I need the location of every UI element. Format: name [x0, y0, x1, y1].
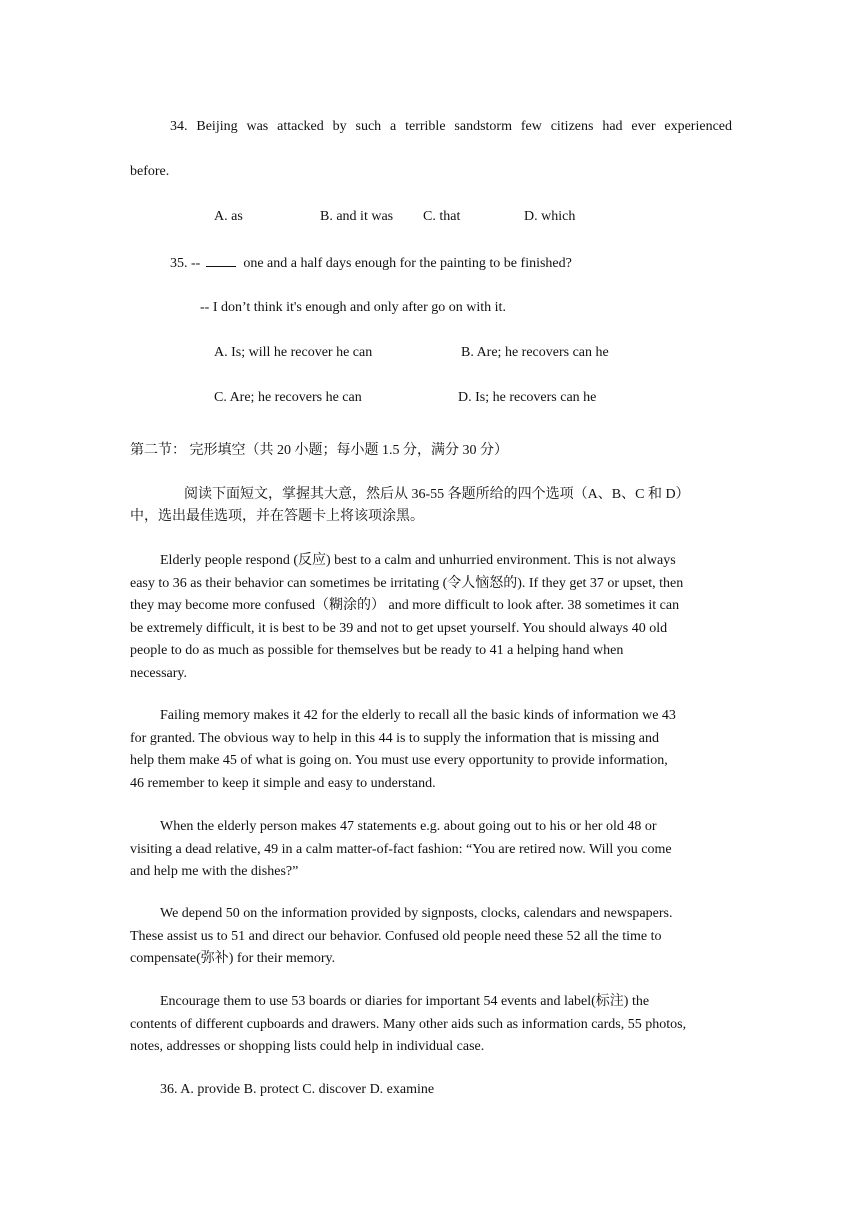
passage-line: notes, addresses or shopping lists could help in individual case.	[130, 1039, 485, 1054]
section-heading: 第二节： 完形填空（共 20 小题；每小题 1.5 分，满分 30 分）	[130, 443, 508, 458]
passage-line: visiting a dead relative, 49 in a calm matter-of-fact fashion: “You are retired now. Will you come	[130, 841, 672, 857]
passage-paragraph-4	[130, 903, 740, 971]
q34-line1: 34. Beijing was attacked by such a terrible sandstorm few citizens had ever experienced	[170, 119, 732, 134]
q35-reply: -- I don’t think it's enough and only after go on with it.	[200, 300, 506, 315]
q34-line2: before.	[130, 164, 170, 179]
passage-line: help them make 45 of what is going on. You must use every opportunity to provide information,	[130, 753, 668, 768]
passage-line: When the elderly person makes 47 statements e.g. about going out to his or her old 48 or	[160, 819, 657, 834]
passage-paragraph-3	[130, 816, 740, 884]
passage-paragraph-1	[130, 550, 740, 685]
section-instruction-line1: 阅读下面短文，掌握其大意，然后从 36-55 各题所给的四个选项（A、B、C 和 D）	[184, 487, 690, 502]
q35-option-b: B. Are; he recovers can he	[461, 345, 609, 360]
passage-paragraph-5	[130, 991, 740, 1059]
q35-option-d: D. Is; he recovers can he	[458, 390, 597, 405]
passage-line: Elderly people respond (反应) best to a calm and unhurried environment. This is not always	[160, 553, 676, 568]
passage-line: Failing memory makes it 42 for the elderly to recall all the basic kinds of information we 43	[160, 708, 676, 723]
passage-line: contents of different cupboards and drawers. Many other aids such as information cards, 55 photos,	[130, 1016, 687, 1032]
q35-option-c: C. Are; he recovers he can	[214, 390, 362, 405]
passage-line: for granted. The obvious way to help in this 44 is to supply the information that is missing and	[130, 730, 659, 746]
passage-line: necessary.	[130, 665, 188, 681]
passage-line: These assist us to 51 and direct our behavior. Confused old people need these 52 all the time to	[130, 928, 662, 944]
passage-line: compensate(弥补) for their memory.	[130, 951, 336, 966]
q34-option-d: D. which	[524, 209, 576, 224]
q35-prefix: 35. --	[170, 256, 201, 271]
q34-option-a: A. as	[214, 209, 243, 224]
q34-option-c: C. that	[423, 209, 461, 224]
passage-line: and help me with the dishes?”	[130, 864, 299, 879]
q36-line: 36. A. provide B. protect C. discover D. examine	[160, 1082, 435, 1097]
passage-paragraph-2	[130, 705, 740, 795]
q34-option-b: B. and it was	[320, 209, 394, 224]
q35-stem	[170, 254, 572, 273]
passage-line: people to do as much as possible for themselves but be ready to 41 a helping hand when	[130, 643, 624, 658]
passage-line: be extremely difficult, it is best to be 39 and not to get upset yourself. You should always 40 old	[130, 620, 668, 636]
q35-suffix: one and a half days enough for the painting to be finished?	[243, 256, 572, 271]
passage-line: easy to 36 as their behavior can sometimes be irritating (令人恼怒的). If they get 37 or upset, then	[130, 575, 684, 591]
passage-line: 46 remember to keep it simple and easy to understand.	[130, 775, 436, 791]
passage-line: Encourage them to use 53 boards or diaries for important 54 events and label(标注) the	[160, 994, 650, 1009]
passage-line: We depend 50 on the information provided by signposts, clocks, calendars and newspapers.	[160, 906, 673, 921]
q35-option-a: A. Is; will he recover he can	[214, 345, 373, 360]
section-instruction-line2: 中，选出最佳选项，并在答题卡上将该项涂黑。	[130, 509, 424, 524]
passage-line: they may become more confused（糊涂的） and more difficult to look after. 38 sometimes it can	[130, 598, 680, 613]
q35-blank	[206, 254, 236, 267]
